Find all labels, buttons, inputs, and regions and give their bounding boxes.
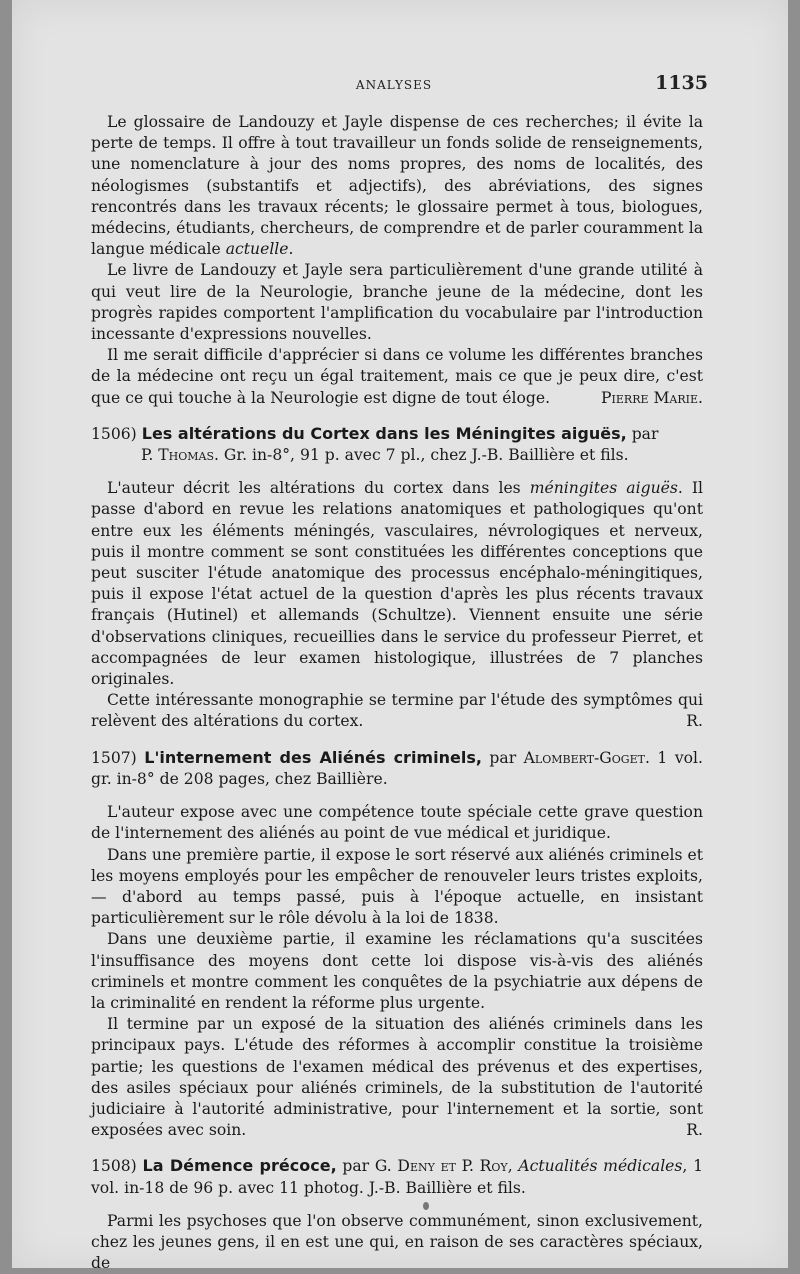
page-header: [80, 72, 708, 102]
intro-paragraph-2: Le livre de Landouzy et Jayle sera particulièrement d'une grande utilité à qui veut lire de la Neurologie, branche jeune de la médecine, dont les progrès rapides comportent l'amplification du vocabulaire par l'introduction incessante d'expressions nouvelles.: [91, 261, 703, 344]
emphasis: méningites aiguës: [529, 479, 678, 498]
reviewer-initial: R.: [686, 1121, 703, 1140]
running-title: ANALYSES: [355, 78, 433, 92]
review-paragraph: Parmi les psychoses que l'on observe communément, sinon exclusivement, chez les jeunes gens, il en est une qui, en raison de ses caractères spéciaux, de: [91, 1211, 703, 1273]
entry-number: 1506): [91, 424, 137, 443]
document-page: [12, 0, 788, 1273]
entry-title: L'internement des Aliénés criminels,: [144, 747, 482, 767]
bibliography-entry: [91, 423, 703, 466]
reviewer-initial: R.: [686, 712, 703, 731]
entry-author: P. Thomas: [141, 446, 214, 465]
entry-details: P. Thomas. Gr. in-8°, 91 p. avec 7 pl., chez J.-B. Baillière et fils.: [141, 446, 629, 465]
review-paragraph: Dans une deuxième partie, il examine les réclamations qu'a suscitées l'insuffisance des moyens dont cette loi dispose vis-à-vis des aliénés criminels et montre comment les conquêtes de la psychiatrie aux dépens de la criminalité en rendent la réforme plus urgente.: [91, 930, 703, 1012]
review-paragraph: L'auteur décrit les altérations du cortex dans les méningites aiguës. Il passe d'abord en revue les relations anatomiques et pathologiques qu'ont entre eux les éléments méningés, vasculaires, névrologiques et nerveux, puis il montre comment se sont constituées les différentes conceptions que peut susciter l'étude anatomique des processus encéphalo-méningitiques, puis il expose l'état actuel de la question d'après les plus récents travaux français (Hutinel) et allemands (Schultze). Viennent ensuite une série d'observations cliniques, recueillies dans le service du professeur Pierret, et accompagnées de leur examen histologique, illustrées de 7 planches originales.: [91, 479, 703, 689]
signature: Pierre Marie.: [601, 388, 703, 407]
intro-paragraph-3: Il me serait difficile d'apprécier si dans ce volume les différentes branches de la médecine ont reçu un égal traitement, mais ce que je peux dire, c'est que ce qui touche à la Neurologie est digne de tout éloge. Pierre Marie.: [91, 345, 703, 409]
body-text: [91, 112, 703, 1274]
scan-artifact: [423, 1202, 429, 1210]
page-number: 1135: [655, 72, 708, 94]
review-paragraph: L'auteur expose avec une compétence toute spéciale cette grave question de l'internement des aliénés au point de vue médical et juridique.: [91, 803, 703, 843]
entry-author: Alombert-Goget: [523, 748, 645, 767]
entry-number: 1508): [91, 1157, 137, 1176]
entry-title: Les altérations du Cortex dans les Méningites aiguës,: [141, 423, 627, 443]
bibliography-entry: [91, 1155, 703, 1198]
entry-heading: 1508) La Démence précoce, par G. Deny et P. Roy, Actualités médicales, 1 vol. in-18 de 96 p. avec 11 photog. J.-B. Baillière et fils.: [91, 1156, 704, 1197]
emphasis: actuelle: [225, 240, 289, 259]
review-paragraph: Dans une première partie, il expose le sort réservé aux aliénés criminels et les moyens employés pour les empêcher de renouveler leurs tristes exploits, — d'abord au temps passé, puis à l'époque actuelle, en insistant particulièrement sur le rôle dévolu à la loi de 1838.: [91, 845, 703, 928]
entry-author: G. Deny et P. Roy: [374, 1157, 508, 1176]
intro-paragraph-1: Le glossaire de Landouzy et Jayle dispense de ces recherches; il évite la perte de temps. Il offre à tout travailleur un fonds solide de renseignements, une nomenclature à jour des noms propres, des noms de localités, des néologismes (substantifs et adjectifs), des abréviations, des signes rencontrés dans les travaux récents; le glossaire permet à tous, biologues, médecins, étudiants, chercheurs, de comprendre et de parler couramment la langue médicale actuelle.: [91, 113, 703, 259]
review-paragraph: Il termine par un exposé de la situation des aliénés criminels dans les principaux pays. L'étude des réformes à accomplir constitue la troisième partie; les questions de l'examen médical des prévenus et des expertises, des asiles spéciaux pour aliénés criminels, de la substitution de l'autorité judiciaire à l'autorité administrative, pour l'internement et la sortie, sont exposées avec soin. R.: [91, 1014, 703, 1141]
entry-title: La Démence précoce,: [142, 1156, 337, 1176]
entry-heading: 1507) L'internement des Aliénés criminels, par Alombert-Goget. 1 vol. gr. in-8° de 208 pages, chez Baillière.: [91, 747, 703, 788]
review-paragraph: Cette intéressante monographie se termine par l'étude des symptômes qui relèvent des altérations du cortex. R.: [91, 690, 703, 732]
entry-series: Actualités médicales: [518, 1157, 683, 1176]
bibliography-entry: [91, 747, 703, 790]
entry-heading: 1506) Les altérations du Cortex dans les Méningites aiguës, par: [91, 423, 659, 443]
entry-number: 1507): [91, 748, 137, 767]
